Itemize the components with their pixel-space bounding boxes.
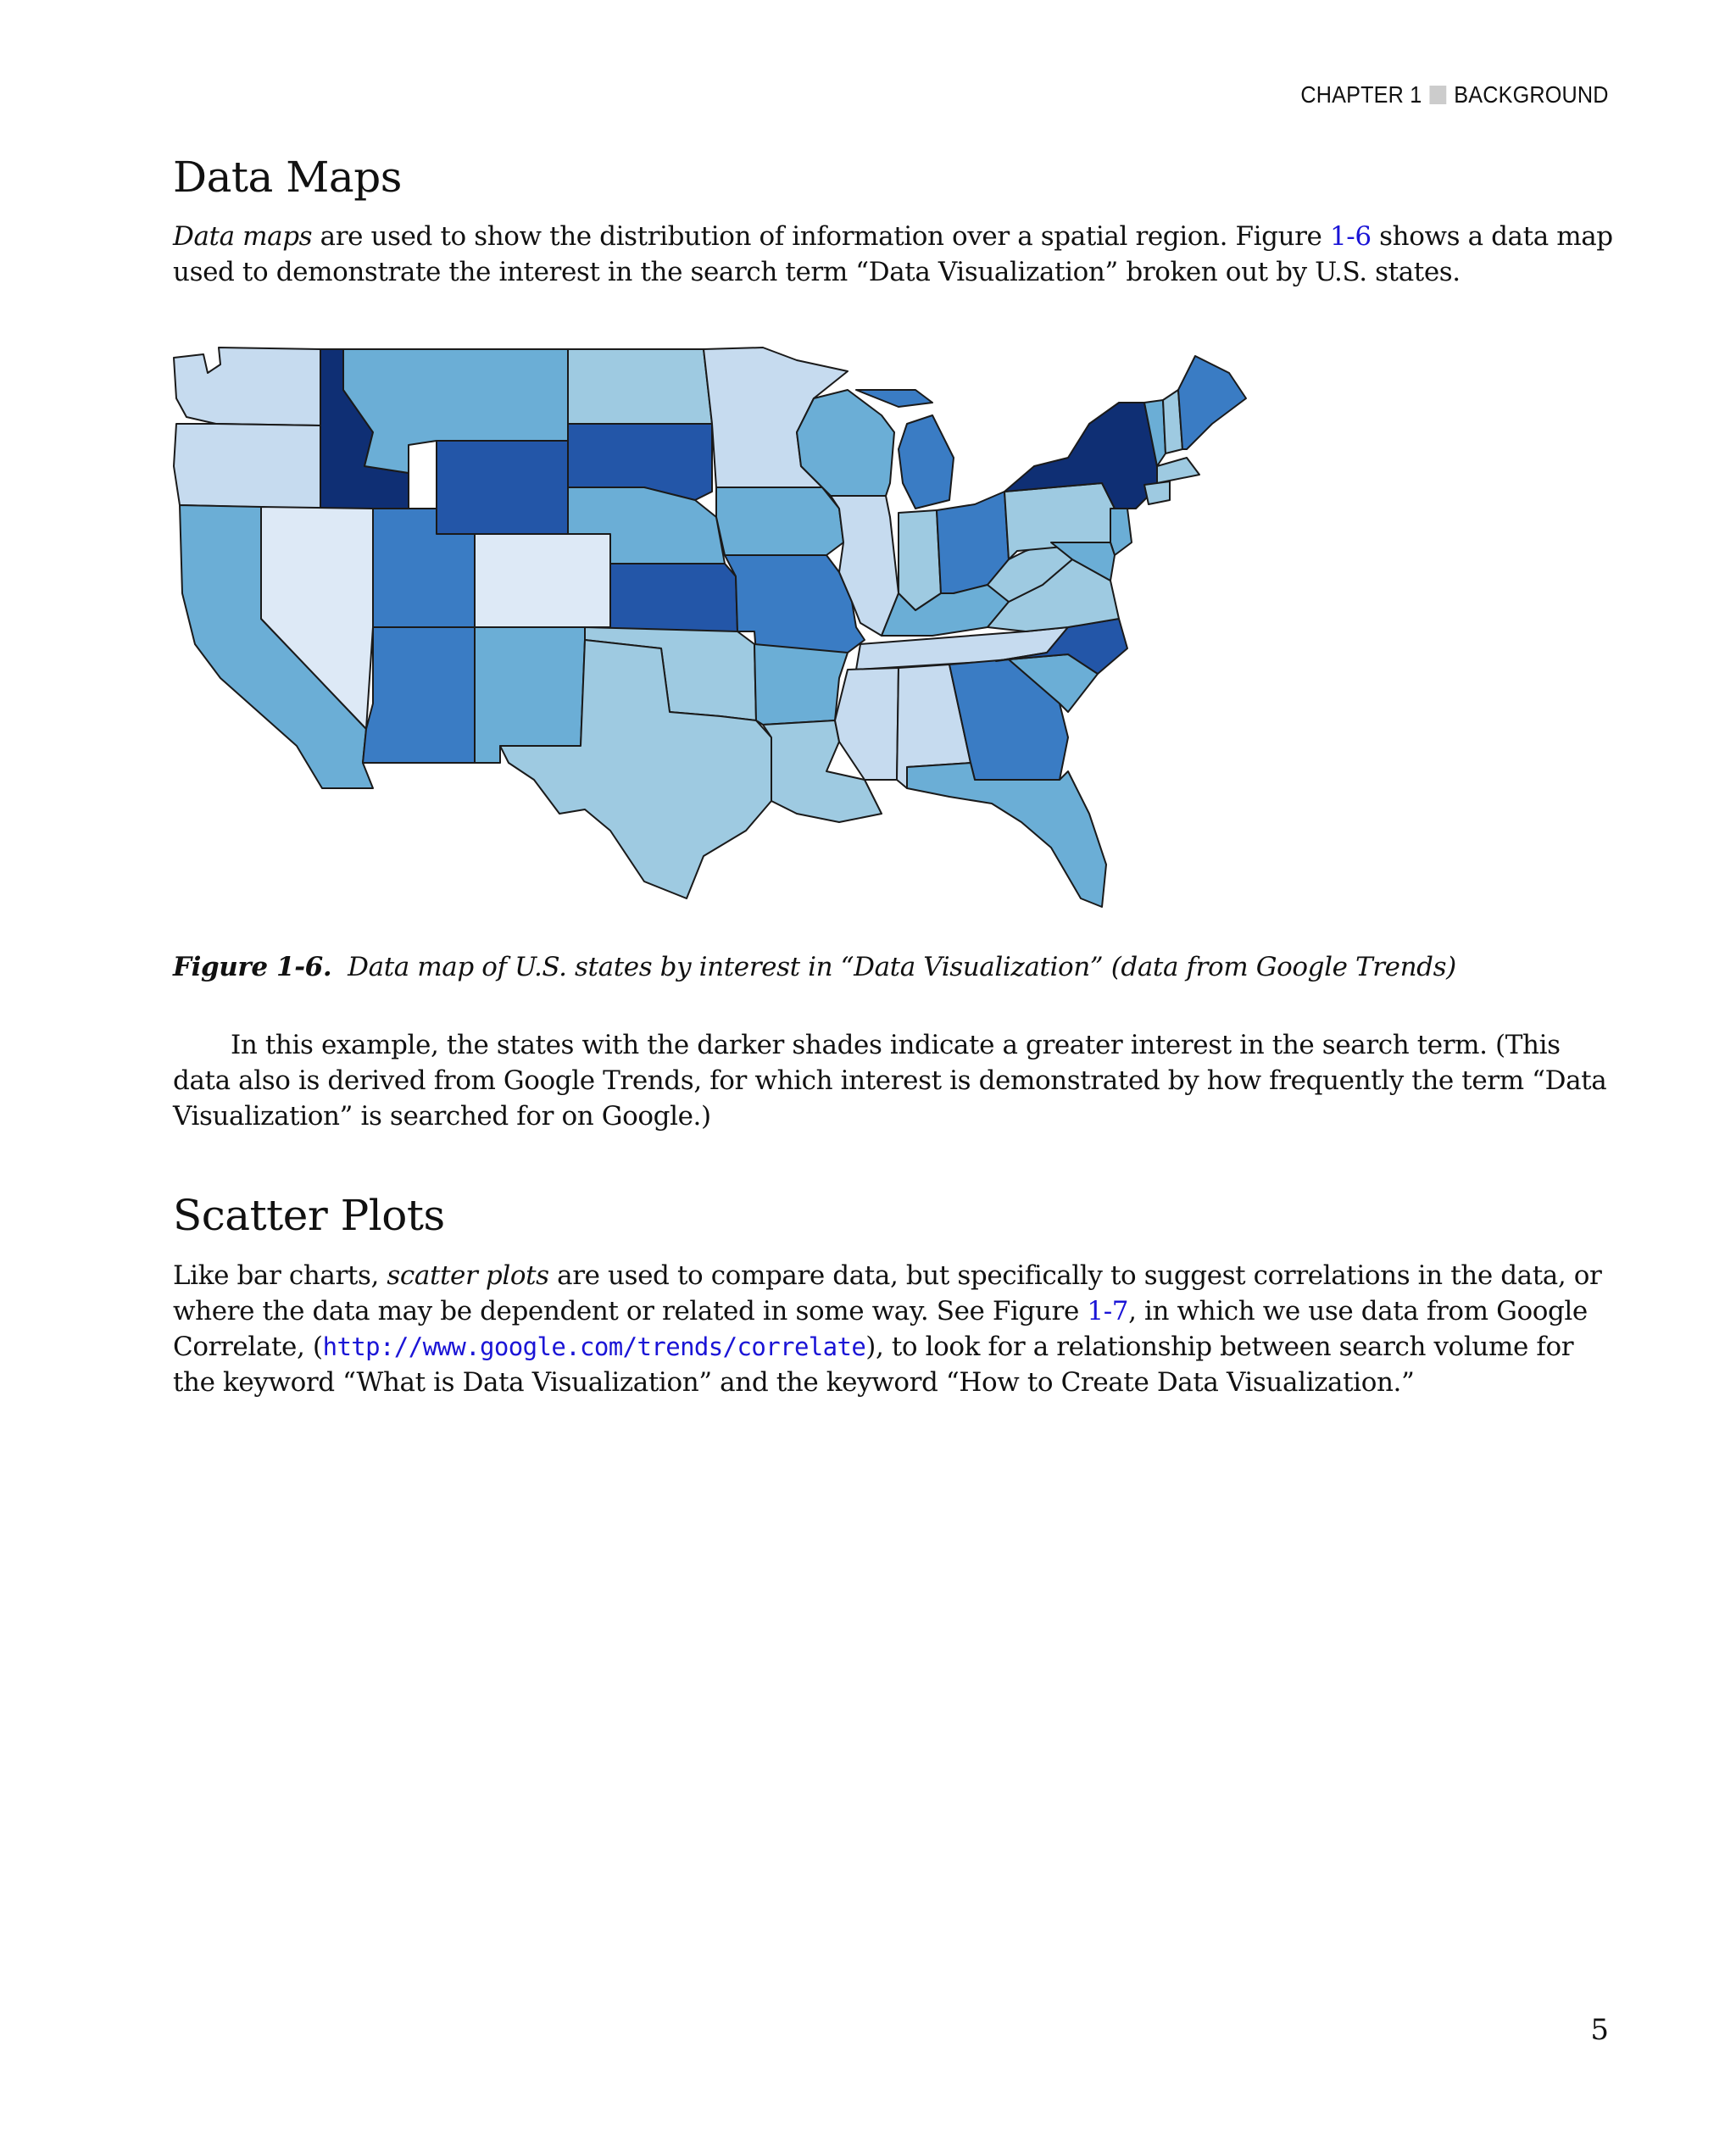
google-correlate-url-link[interactable]: http://www.google.com/trends/correlate bbox=[322, 1332, 866, 1361]
state-ar bbox=[754, 644, 848, 725]
state-ms bbox=[835, 668, 899, 780]
state-ma bbox=[1157, 458, 1199, 483]
heading-scatter-plots: Scatter Plots bbox=[173, 1191, 445, 1240]
state-co bbox=[475, 534, 610, 627]
state-nm bbox=[475, 627, 585, 763]
chapter-label: CHAPTER 1 bbox=[1300, 81, 1422, 108]
figure-caption bbox=[173, 949, 1614, 985]
state-fl bbox=[907, 763, 1106, 907]
state-ia bbox=[716, 487, 843, 555]
state-nj bbox=[1110, 509, 1132, 555]
page-number: 5 bbox=[1590, 2013, 1609, 2047]
state-az bbox=[363, 627, 475, 763]
scatter-text-4: ), to look for a relationship between search volume for the keyword “What is Data Visualization” and the keyword “How to Create Data Visualization.” bbox=[173, 1332, 1574, 1398]
intro-text-2: shows a data map used to demonstrate the interest in the search term “Data Visualization” broken out by U.S. states. bbox=[173, 221, 1613, 287]
running-header bbox=[1301, 81, 1609, 108]
data-maps-intro bbox=[173, 219, 1614, 290]
figure-caption-text: Data map of U.S. states by interest in “Data Visualization” (data from Google Trends) bbox=[348, 952, 1456, 982]
figure-1-6-link[interactable]: 1-6 bbox=[1329, 221, 1372, 252]
us-data-map bbox=[170, 339, 1297, 924]
intro-text-1: are used to show the distribution of information over a spatial region. Figure bbox=[312, 221, 1330, 252]
state-nd bbox=[568, 349, 712, 424]
state-wy bbox=[437, 441, 568, 534]
us-map-svg bbox=[170, 339, 1297, 924]
term-data-maps: Data maps bbox=[173, 221, 313, 252]
scatter-text-1: Like bar charts, bbox=[173, 1260, 387, 1291]
scatter-text-3: , in which we use data from Google Correlate, ( bbox=[173, 1296, 1588, 1362]
state-wa bbox=[174, 348, 320, 425]
header-square-icon bbox=[1430, 86, 1447, 104]
section-label: BACKGROUND bbox=[1454, 81, 1609, 108]
heading-data-maps: Data Maps bbox=[173, 153, 402, 202]
scatter-plots-paragraph bbox=[173, 1258, 1614, 1400]
term-scatter-plots: scatter plots bbox=[387, 1260, 549, 1291]
state-ks bbox=[610, 564, 737, 631]
figure-label: Figure 1-6. bbox=[173, 952, 332, 982]
scatter-text-2: are used to compare data, but specifically to suggest correlations in the data, or where the data may be dependent or related in some way. See Figure bbox=[173, 1260, 1602, 1326]
state-in bbox=[899, 510, 941, 610]
state-me bbox=[1178, 356, 1246, 449]
explanation-paragraph: In this example, the states with the darker shades indicate a greater interest in the search term. (This data also is derived from Google Trends, for which interest is demonstrated by how frequently the term “Data Visualization” is searched for on Google.) bbox=[173, 1030, 1607, 1132]
state-or bbox=[174, 424, 320, 509]
figure-1-7-link[interactable]: 1-7 bbox=[1087, 1296, 1129, 1326]
state-ct bbox=[1144, 481, 1170, 504]
